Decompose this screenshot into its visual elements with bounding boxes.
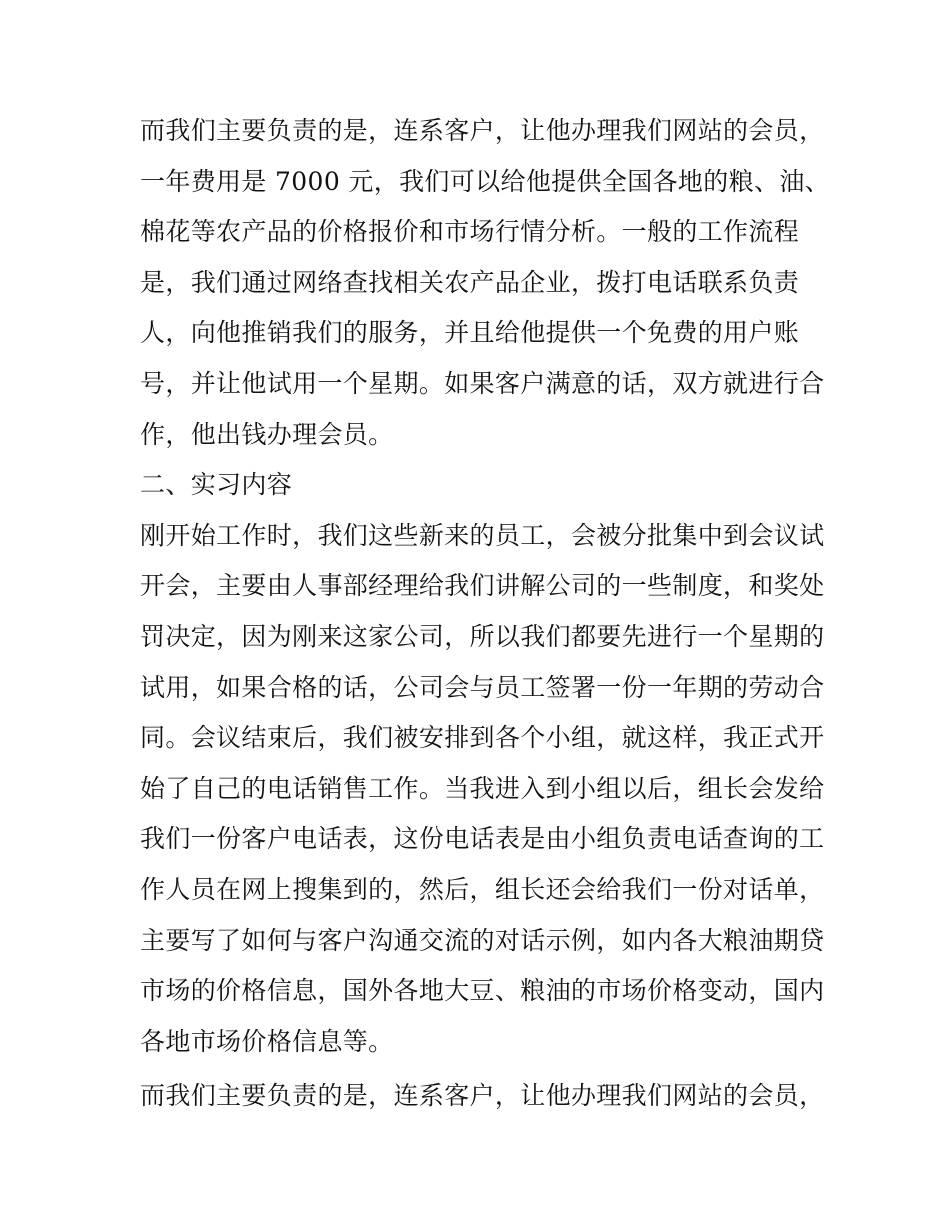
text-line: 主要写了如何与客户沟通交流的对话示例，如内各大粮油期贷 (140, 925, 825, 955)
text-line: 罚决定，因为刚来这家公司，所以我们都要先进行一个星期的 (140, 621, 825, 651)
text-line: 各地市场价格信息等。 (140, 1026, 394, 1056)
section-heading: 二、实习内容 (140, 470, 293, 500)
text-line: 开会，主要由人事部经理给我们讲解公司的一些制度，和奖处 (140, 571, 825, 601)
text-line: 同。会议结束后，我们被安排到各个小组，就这样，我正式开 (140, 723, 825, 753)
text-line: 作人员在网上搜集到的，然后，组长还会给我们一份对话单， (140, 874, 825, 904)
text-line: 试用，如果合格的话，公司会与员工签署一份一年期的劳动合 (140, 672, 825, 702)
text-line: 而我们主要负责的是，连系客户，让他办理我们网站的会员， (140, 116, 825, 145)
text-line: 市场的价格信息，国外各地大豆、粮油的市场价格变动，国内 (140, 976, 825, 1006)
text-line: 一年费用是 7000 元，我们可以给他提供全国各地的粮、油、 (140, 166, 831, 196)
text-line: 而我们主要负责的是，连系客户，让他办理我们网站的会员， (140, 1081, 825, 1111)
text-line: 棉花等农产品的价格报价和市场行情分析。一般的工作流程 (140, 217, 800, 247)
text-line: 是，我们通过网络查找相关农产品企业，拨打电话联系负责 (140, 267, 800, 297)
text-line: 人，向他推销我们的服务，并且给他提供一个免费的用户账 (140, 318, 800, 348)
text-line: 刚开始工作时，我们这些新来的员工，会被分批集中到会议试 (140, 520, 825, 550)
body-text (140, 106, 831, 1122)
text-line: 我们一份客户电话表，这份电话表是由小组负责电话查询的工 (140, 824, 825, 854)
text-line: 号，并让他试用一个星期。如果客户满意的话，双方就进行合 (140, 368, 825, 398)
text-line: 始了自己的电话销售工作。当我进入到小组以后，组长会发给 (140, 773, 825, 803)
text-line: 作，他出钱办理会员。 (140, 419, 394, 449)
